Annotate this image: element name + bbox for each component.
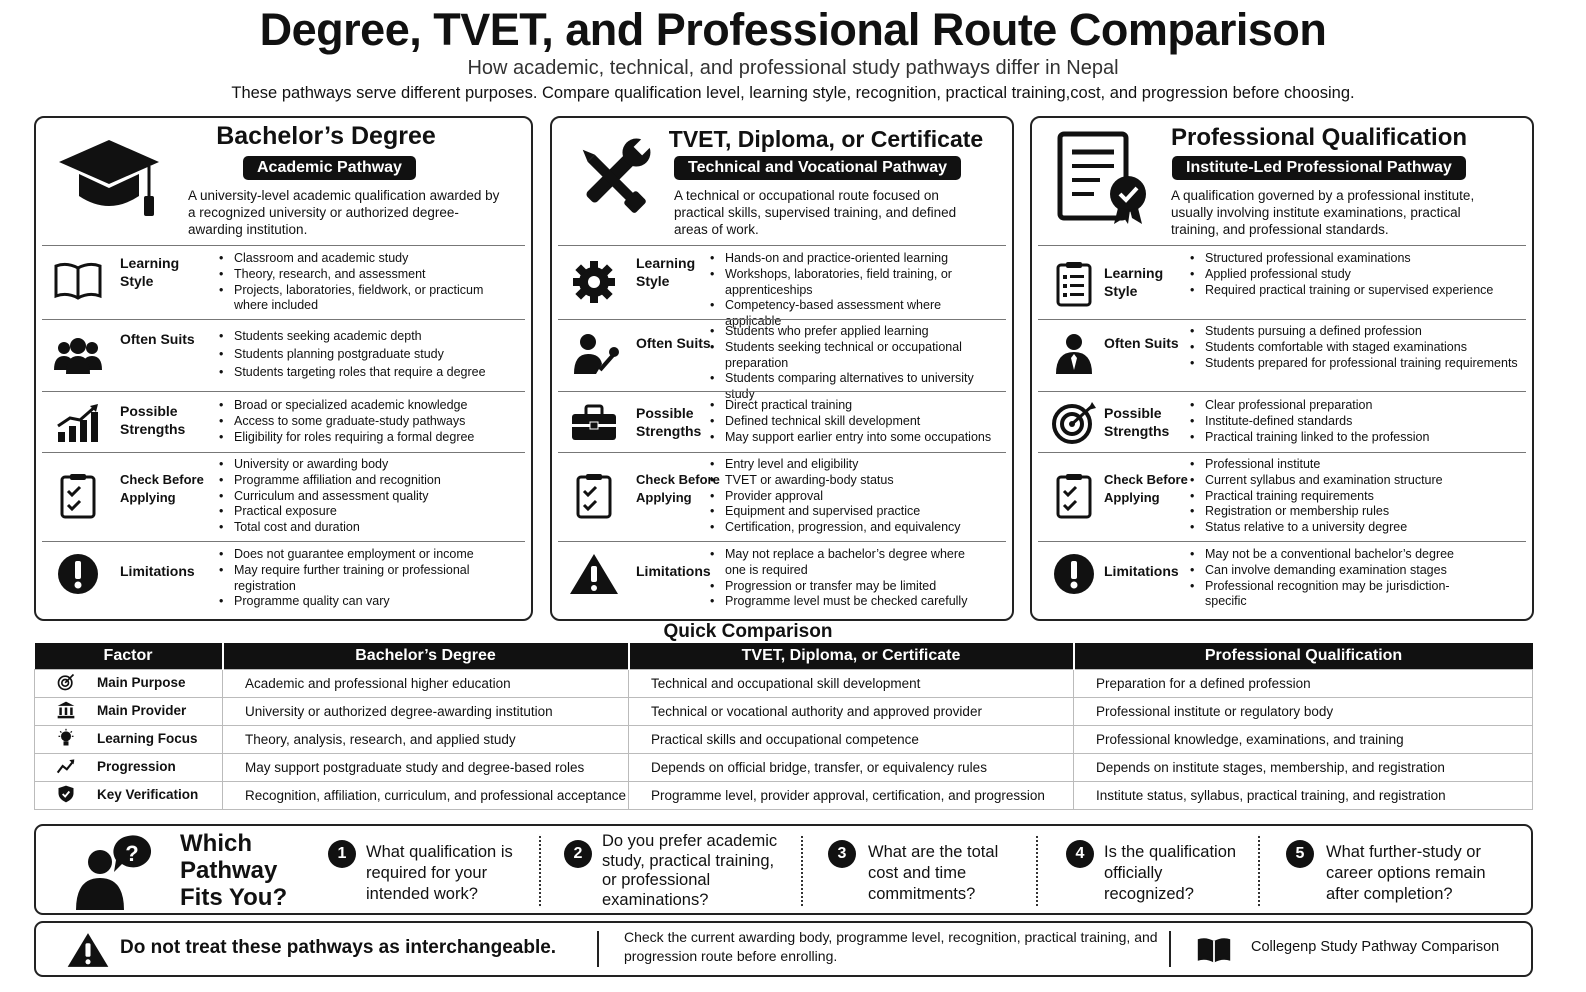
professional-person-icon — [1048, 332, 1100, 376]
row-items — [1205, 547, 1486, 610]
row-items — [725, 547, 986, 610]
list-item: • Practical training requirements — [1205, 489, 1520, 505]
row-limitations — [1038, 541, 1526, 621]
wrench-screwdriver-icon — [556, 130, 666, 226]
footer-warning: Do not treat these pathways as interchangeable. — [120, 937, 557, 958]
list-item: • Required practical training or supervised experience — [1205, 283, 1520, 299]
table-header: Bachelor’s Degree — [223, 643, 629, 669]
table-cell: Recognition, affiliation, curriculum, and professional acceptance — [223, 782, 629, 810]
row-often-suits — [1038, 319, 1526, 391]
list-item: • May not be a conventional bachelor’s degree — [1205, 547, 1486, 563]
certificate-icon — [1050, 130, 1160, 226]
shield-check-icon — [56, 784, 76, 804]
footer-bar — [34, 921, 1533, 977]
table-cell: Technical and occupational skill development — [629, 669, 1074, 697]
table-header: TVET, Diploma, or Certificate — [629, 643, 1074, 669]
footer-brand: Collegenp Study Pathway Comparison — [1251, 939, 1500, 955]
table-row — [35, 782, 1533, 810]
row-check-before-applying — [42, 452, 525, 541]
gear-icon — [568, 260, 620, 304]
row-items — [234, 398, 519, 445]
table-cell: Institute status, syllabus, practical training, and registration — [1074, 782, 1533, 810]
table-cell: May support postgraduate study and degree-based roles — [223, 754, 629, 782]
list-item: • TVET or awarding-body status — [725, 473, 1000, 489]
question-number: 3 — [828, 840, 856, 868]
toolbox-icon — [568, 400, 620, 444]
question-number: 4 — [1066, 840, 1094, 868]
list-item: • Clear professional preparation — [1205, 398, 1520, 414]
row-label: Limitations — [636, 563, 711, 579]
factor-label: Main Purpose — [97, 674, 186, 690]
question-text: What qualification is required for your intended work? — [366, 843, 513, 903]
list-item: • Classroom and academic study — [234, 251, 519, 267]
card-title: TVET, Diploma, or Certificate — [668, 126, 984, 152]
table-cell: Professional institute or regulatory body — [1074, 697, 1533, 725]
page-title: Degree, TVET, and Professional Route Comparison — [259, 4, 1327, 55]
list-item: • Programme quality can vary — [234, 594, 485, 610]
list-item: • University or awarding body — [234, 457, 519, 473]
fit-title-line: Pathway — [180, 857, 278, 884]
list-item: • Competency-based assessment where applicable — [725, 298, 1000, 330]
list-item: • Programme level must be checked carefully — [725, 594, 986, 610]
row-limitations — [42, 541, 525, 621]
row-items — [234, 457, 519, 536]
table-row — [35, 669, 1533, 697]
list-item: • Equipment and supervised practice — [725, 504, 1000, 520]
list-item: • Students targeting roles that require a degree — [234, 363, 519, 381]
exclamation-circle-icon — [1048, 552, 1100, 596]
row-items — [234, 251, 519, 314]
warning-triangle-icon — [66, 931, 110, 969]
row-label: Often Suits — [120, 331, 195, 347]
row-label: Learning Style — [1104, 265, 1164, 299]
person-question-icon — [70, 832, 160, 912]
list-item: • Progression or transfer may be limited — [725, 579, 986, 595]
question-number: 2 — [564, 840, 592, 868]
clipboard-check-icon — [52, 467, 104, 523]
row-learning-style — [42, 245, 525, 319]
quick-comparison-title: Quick Comparison — [663, 621, 833, 642]
card-bachelors — [34, 116, 533, 621]
row-label: Often Suits — [636, 335, 711, 351]
list-item: • Students pursuing a defined profession — [1205, 324, 1520, 340]
clipboard-check-icon — [568, 467, 620, 523]
list-item: • Structured professional examinations — [1205, 251, 1520, 267]
row-label: Check Before Applying — [636, 472, 720, 505]
row-limitations — [558, 541, 1006, 621]
row-often-suits — [42, 319, 525, 391]
list-item: • Students comparing alternatives to university study — [725, 371, 1000, 403]
list-item: • May support earlier entry into some occupations — [725, 430, 1000, 446]
list-item: • Practical exposure — [234, 504, 519, 520]
row-learning-style — [1038, 245, 1526, 319]
which-pathway-panel — [34, 824, 1533, 915]
factor-label: Progression — [97, 759, 176, 775]
people-group-icon — [52, 334, 104, 378]
list-item: • Students planning postgraduate study — [234, 345, 519, 363]
row-possible-strengths — [558, 391, 1006, 452]
table-cell: Academic and professional higher education — [223, 669, 629, 697]
list-item: • Defined technical skill development — [725, 414, 1000, 430]
question-text: Is the qualification officially recognized? — [1104, 843, 1237, 903]
question-text: What are the total cost and time commitments? — [868, 843, 999, 903]
fit-title — [180, 830, 287, 911]
row-label: Limitations — [120, 563, 195, 579]
question-number: 5 — [1286, 840, 1314, 868]
table-row — [35, 697, 1533, 725]
table-cell: Technical or vocational authority and approved provider — [629, 697, 1074, 725]
list-item: • Workshops, laboratories, field training, or apprenticeships — [725, 267, 1000, 299]
list-item: • Direct practical training — [725, 398, 1000, 414]
list-item: • Does not guarantee employment or income — [234, 547, 485, 563]
list-item: • Current syllabus and examination structure — [1205, 473, 1520, 489]
row-possible-strengths — [42, 391, 525, 452]
list-item: • Students prepared for professional training requirements — [1205, 356, 1520, 372]
card-description: A technical or occupational route focused on practical skills, supervised training, and defined areas of work. — [674, 188, 957, 237]
card-description: A qualification governed by a professional institute, usually involving institute examinations, practical training, and professional standards. — [1171, 188, 1475, 237]
trend-up-icon — [56, 756, 76, 776]
card-tvet — [550, 116, 1014, 621]
list-item: • Professional institute — [1205, 457, 1520, 473]
growth-chart-icon — [52, 402, 104, 446]
list-item: • May not replace a bachelor’s degree where one is required — [725, 547, 986, 579]
row-items — [725, 398, 1000, 445]
list-item: • Applied professional study — [1205, 267, 1520, 283]
list-item: • Projects, laboratories, fieldwork, or practicum where included — [234, 283, 519, 315]
row-label: Check Before Applying — [120, 472, 204, 505]
list-item: • Hands-on and practice-oriented learning — [725, 251, 1000, 267]
list-item: • Curriculum and assessment quality — [234, 489, 519, 505]
list-item: • Professional recognition may be jurisdiction-specific — [1205, 579, 1486, 611]
worker-wrench-icon — [568, 332, 620, 376]
table-row — [35, 754, 1533, 782]
list-item: • May require further training or professional registration — [234, 563, 485, 595]
open-book-icon — [52, 258, 104, 302]
exclamation-circle-icon — [52, 552, 104, 596]
table-cell: Depends on institute stages, membership, and registration — [1074, 754, 1533, 782]
table-header: Professional Qualification — [1074, 643, 1533, 669]
list-item: • Students seeking academic depth — [234, 327, 519, 345]
quick-comparison-table — [34, 643, 1533, 810]
checklist-icon — [1048, 256, 1100, 310]
row-label: Possible Strengths — [1104, 405, 1170, 439]
divider — [597, 931, 599, 967]
list-item: • Access to some graduate-study pathways — [234, 414, 519, 430]
row-often-suits — [558, 319, 1006, 402]
row-label: Possible Strengths — [120, 403, 186, 437]
list-item: • Students seeking technical or occupational preparation — [725, 340, 1000, 372]
table-header: Factor — [35, 643, 223, 669]
row-possible-strengths — [1038, 391, 1526, 452]
target-icon — [1048, 400, 1100, 444]
card-title: Professional Qualification — [1170, 124, 1468, 151]
list-item: • Can involve demanding examination stages — [1205, 563, 1486, 579]
row-items — [1205, 324, 1520, 371]
row-learning-style — [558, 245, 1006, 329]
factor-label: Key Verification — [97, 787, 199, 803]
divider — [1169, 931, 1171, 967]
row-label: Check Before Applying — [1104, 472, 1188, 505]
question-text: Do you prefer academic study, practical training, or professional examinations? — [602, 832, 778, 909]
list-item: • Eligibility for roles requiring a formal degree — [234, 430, 519, 446]
target-icon — [56, 672, 76, 692]
list-item: • Registration or membership rules — [1205, 504, 1520, 520]
list-item: • Status relative to a university degree — [1205, 520, 1520, 536]
list-item: • Practical training linked to the profession — [1205, 430, 1520, 446]
row-label: Possible Strengths — [636, 405, 702, 439]
row-items — [1205, 457, 1520, 536]
row-check-before-applying — [558, 452, 1006, 541]
divider — [539, 836, 541, 906]
divider — [801, 836, 803, 906]
row-items — [1205, 251, 1520, 298]
list-item: • Students comfortable with staged examinations — [1205, 340, 1520, 356]
question-number: 1 — [328, 840, 356, 868]
row-label: Limitations — [1104, 563, 1179, 579]
table-cell: Professional knowledge, examinations, and training — [1074, 725, 1533, 753]
table-cell: Depends on official bridge, transfer, or equivalency rules — [629, 754, 1074, 782]
table-cell: Practical skills and occupational competence — [629, 725, 1074, 753]
list-item: • Students who prefer applied learning — [725, 324, 1000, 340]
fit-title-line: Which — [180, 830, 252, 857]
card-pill: Academic Pathway — [243, 156, 416, 180]
institution-icon — [56, 700, 76, 720]
list-item: • Programme affiliation and recognition — [234, 473, 519, 489]
row-label: Learning Style — [636, 255, 696, 289]
intro-text: These pathways serve different purposes. Compare qualification level, learning style, recognition, practical training,cost, and progression before choosing. — [231, 84, 1355, 102]
factor-label: Main Provider — [97, 702, 187, 718]
table-cell: Programme level, provider approval, certification, and progression — [629, 782, 1074, 810]
card-pill: Institute-Led Professional Pathway — [1172, 156, 1466, 180]
list-item: • Broad or specialized academic knowledge — [234, 398, 519, 414]
row-label: Learning Style — [120, 255, 180, 289]
list-item: • Total cost and duration — [234, 520, 519, 536]
card-title: Bachelor’s Degree — [216, 122, 436, 150]
factor-label: Learning Focus — [97, 731, 198, 747]
footer-note: Check the current awarding body, programme level, recognition, practical training, and progression route before enrolling. — [624, 929, 1158, 964]
row-items — [725, 457, 1000, 536]
list-item: • Institute-defined standards — [1205, 414, 1520, 430]
row-check-before-applying — [1038, 452, 1526, 541]
list-item: • Entry level and eligibility — [725, 457, 1000, 473]
row-items — [1205, 398, 1520, 445]
question-text: What further-study or career options remain after completion? — [1326, 843, 1486, 903]
list-item: • Theory, research, and assessment — [234, 267, 519, 283]
row-items — [234, 547, 485, 610]
divider — [1258, 836, 1260, 906]
page-subtitle: How academic, technical, and professional study pathways differ in Nepal — [467, 57, 1119, 79]
card-pill: Technical and Vocational Pathway — [674, 156, 961, 180]
row-label: Often Suits — [1104, 335, 1179, 351]
divider — [1036, 836, 1038, 906]
clipboard-check-icon — [1048, 467, 1100, 523]
card-description: A university-level academic qualification awarded by a recognized university or authorized degree-awarding institution. — [188, 188, 500, 237]
open-book-icon — [1196, 935, 1232, 965]
card-professional — [1030, 116, 1534, 621]
list-item: • Certification, progression, and equivalency — [725, 520, 1000, 536]
table-row — [35, 725, 1533, 753]
list-item: • Provider approval — [725, 489, 1000, 505]
table-cell: Preparation for a defined profession — [1074, 669, 1533, 697]
warning-triangle-icon — [568, 552, 620, 596]
lightbulb-icon — [56, 728, 76, 748]
table-cell: Theory, analysis, research, and applied study — [223, 725, 629, 753]
fit-title-line: Fits You? — [180, 884, 288, 911]
graduation-cap-icon — [54, 130, 164, 226]
table-cell: University or authorized degree-awarding institution — [223, 697, 629, 725]
row-items — [234, 327, 519, 381]
